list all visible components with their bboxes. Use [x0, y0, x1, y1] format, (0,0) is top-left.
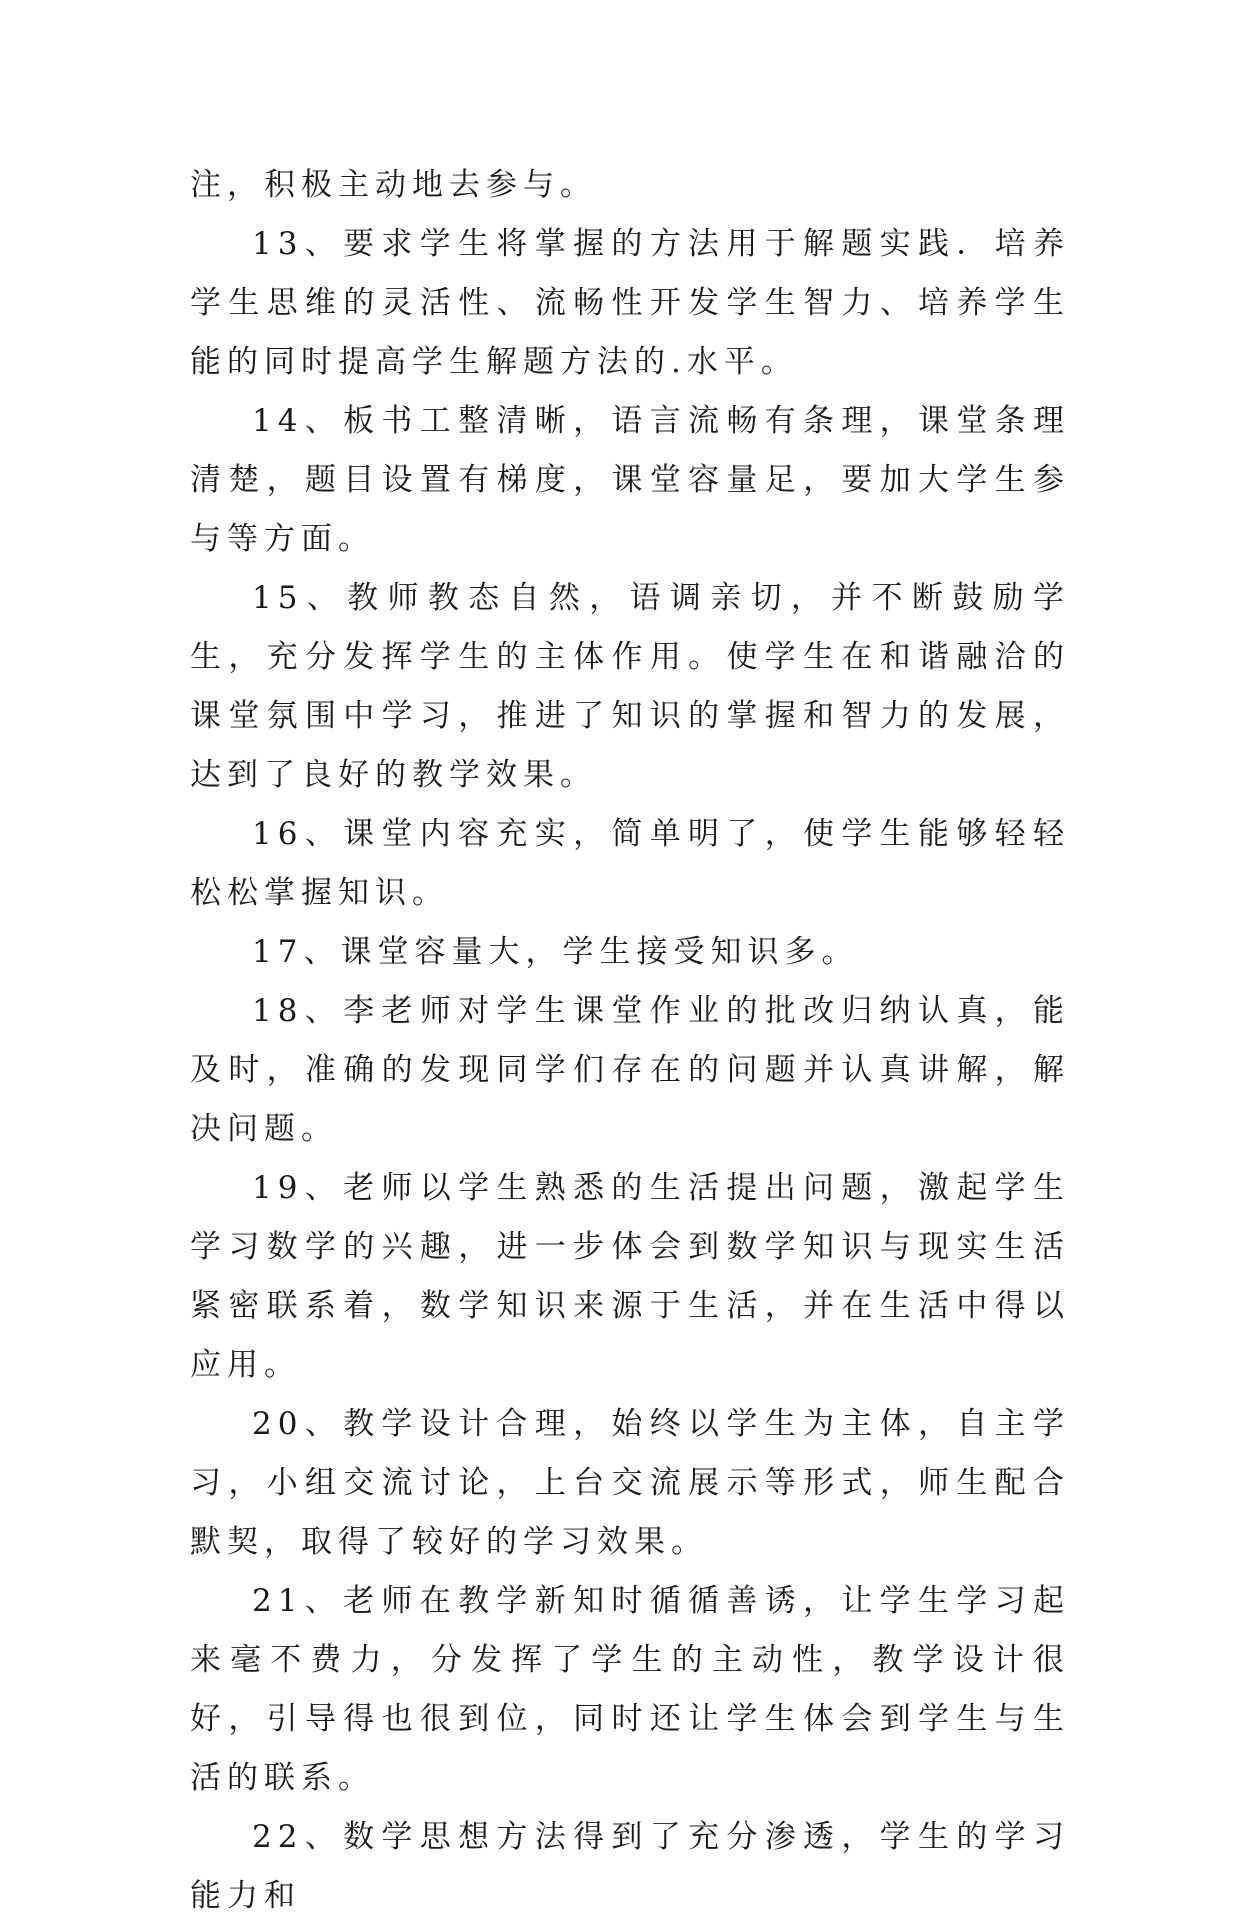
- paragraph-item-17: 17、课堂容量大，学生接受知识多。: [252, 934, 859, 970]
- paragraph-item-20: 20、教学设计合理，始终以学生为主体，自主学习，小组交流讨论，上台交流展示等形式，师生配合默契，取得了较好的学习效果。: [190, 1406, 1070, 1560]
- paragraph-item-21: 21、老师在教学新知时循循善诱，让学生学习起来毫不费力，分发挥了学生的主动性，教学设计很好，引导得也很到位，同时还让学生体会到学生与生活的联系。: [190, 1583, 1070, 1796]
- paragraph-item-22: 22、数学思想方法得到了充分渗透，学生的学习能力和: [190, 1819, 1070, 1914]
- paragraph-item-16: 16、课堂内容充实，简单明了，使学生能够轻轻松松掌握知识。: [190, 816, 1070, 911]
- paragraph-item-13: 13、要求学生将掌握的方法用于解题实践．培养学生思维的灵活性、流畅性开发学生智力、培养学生能的同时提高学生解题方法的.水平。: [190, 226, 1070, 380]
- paragraph-item-19: 19、老师以学生熟悉的生活提出问题，激起学生学习数学的兴趣，进一步体会到数学知识与现实生活紧密联系着，数学知识来源于生活，并在生活中得以应用。: [190, 1170, 1070, 1383]
- paragraph-item-18: 18、李老师对学生课堂作业的批改归纳认真，能及时，准确的发现同学们存在的问题并认真讲解，解决问题。: [190, 993, 1070, 1147]
- document-body: [190, 156, 1070, 1926]
- paragraph-continuation: 注，积极主动地去参与。: [190, 167, 597, 203]
- paragraph-item-15: 15、教师教态自然，语调亲切，并不断鼓励学生，充分发挥学生的主体作用。使学生在和谐融洽的课堂氛围中学习，推进了知识的掌握和智力的发展，达到了良好的教学效果。: [190, 580, 1070, 793]
- paragraph-item-14: 14、板书工整清晰，语言流畅有条理，课堂条理清楚，题目设置有梯度，课堂容量足，要加大学生参与等方面。: [190, 403, 1070, 557]
